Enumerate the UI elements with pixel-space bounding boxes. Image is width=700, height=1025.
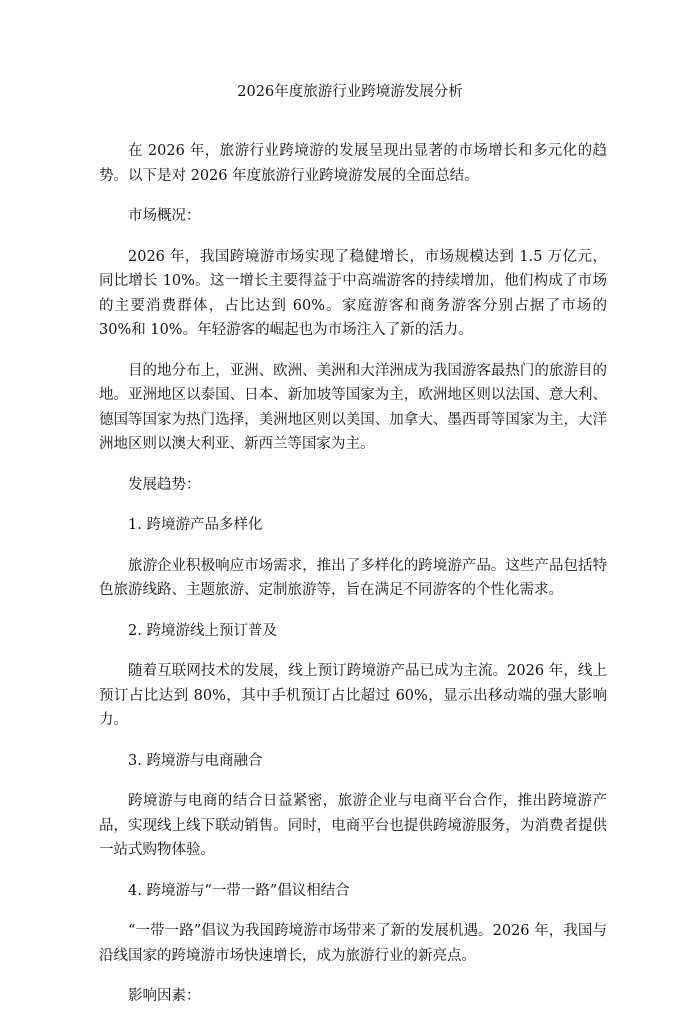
destination-paragraph: 目的地分布上，亚洲、欧洲、美洲和大洋洲成为我国游客最热门的旅游目的地。亚洲地区以泰国、日本、新加坡等国家为主，欧洲地区则以法国、意大利、德国等国家为热门选择，美洲地区则以美国、加拿大、墨西哥等国家为主，大洋洲地区则以澳大利亚、新西兰等国家为主。	[99, 362, 607, 452]
trend-paragraph-3: 跨境游与电商的结合日益紧密，旅游企业与电商平台合作，推出跨境游产品，实现线上线下联动销售。同时，电商平台也提供跨境游服务，为消费者提供一站式购物体验。	[99, 793, 607, 858]
document-body	[99, 139, 607, 1025]
trend-heading-1: 1. 跨境游产品多样化	[128, 517, 263, 533]
section-heading-trends: 发展趋势：	[128, 476, 201, 493]
section-heading-market-overview: 市场概况：	[128, 208, 201, 224]
intro-paragraph: 在 2026 年，旅游行业跨境游的发展呈现出显著的市场增长和多元化的趋势。以下是对 2026 年度旅游行业跨境游发展的全面总结。	[99, 143, 607, 184]
document-title: 2026年度旅游行业跨境游发展分析	[237, 84, 463, 100]
trend-heading-4: 4. 跨境游与“一带一路”倡议相结合	[128, 882, 350, 899]
market-scale-paragraph: 2026 年，我国跨境游市场实现了稳健增长，市场规模达到 1.5 万亿元，同比增长 10%。这一增长主要得益于中高端游客的持续增加，他们构成了市场的主要消费群体，占比达到 60%。家庭游客和商务游客分别占据了市场的 30%和 10%。年轻游客的崛起也为市场注入了新的活力。	[99, 248, 607, 338]
trend-heading-2: 2. 跨境游线上预订普及	[128, 622, 277, 639]
trend-heading-3: 3. 跨境游与电商融合	[128, 752, 263, 769]
trend-paragraph-1: 旅游企业积极响应市场需求，推出了多样化的跨境游产品。这些产品包括特色旅游线路、主题旅游、定制旅游等，旨在满足不同游客的个性化需求。	[99, 557, 607, 598]
section-heading-factors: 影响因素：	[128, 988, 201, 1004]
trend-paragraph-4: “一带一路”倡议为我国跨境游市场带来了新的发展机遇。2026 年，我国与沿线国家的跨境游市场快速增长，成为旅游行业的新亮点。	[99, 923, 607, 964]
trend-paragraph-2: 随着互联网技术的发展，线上预订跨境游产品已成为主流。2026 年，线上预订占比达到 80%，其中手机预订占比超过 60%，显示出移动端的强大影响力。	[99, 663, 607, 728]
